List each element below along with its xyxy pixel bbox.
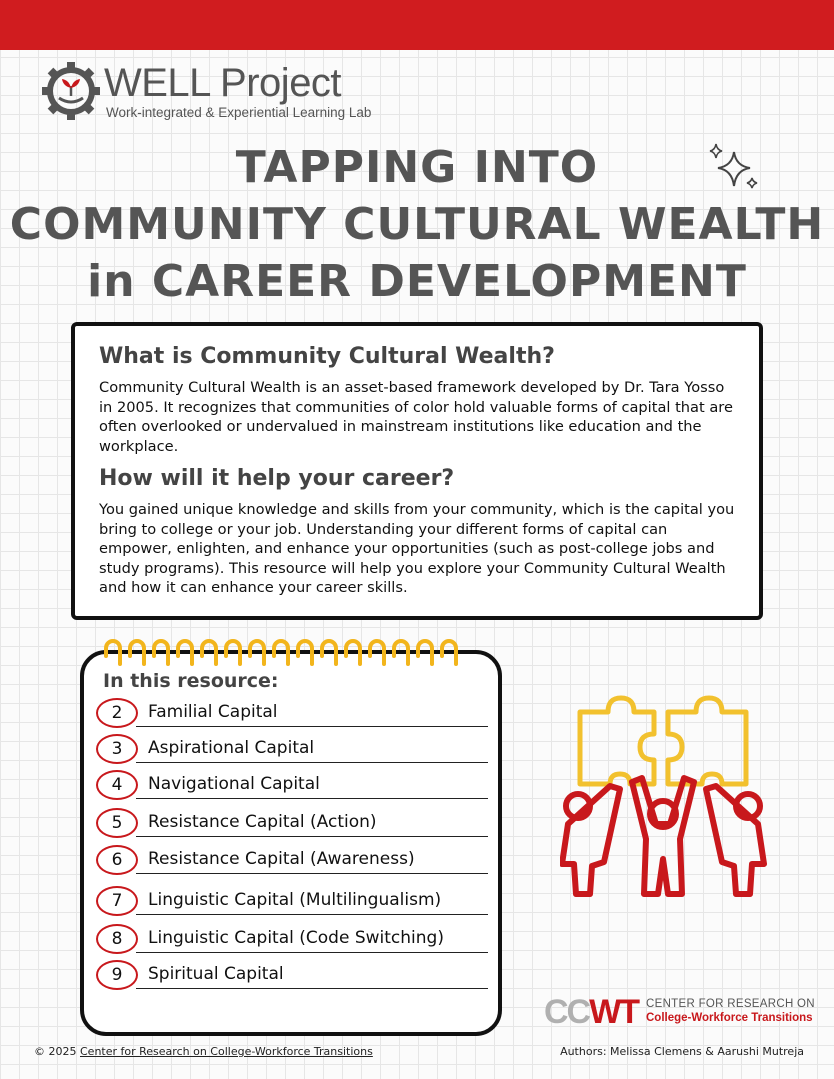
toc-underline [136, 914, 488, 915]
info-paragraph-what: Community Cultural Wealth is an asset-based framework developed by Dr. Tara Yosso in 2005. It recognizes that communities of color hold valuable forms of capital that are often overlooked or undervalued in mainstream institutions like education and the workplace. [99, 379, 733, 455]
brand-subtitle: Work-integrated & Experiential Learning Lab [106, 105, 372, 120]
info-heading-how: How will it help your career? [99, 466, 455, 491]
headline-line-1: TAPPING INTO [235, 142, 599, 193]
toc-page-number: 8 [96, 924, 138, 954]
toc-item [96, 808, 496, 840]
ccwt-mark-cc: CC [544, 993, 590, 1031]
toc-page-number: 5 [96, 808, 138, 838]
headline-line-2: COMMUNITY CULTURAL WEALTH [9, 199, 825, 250]
toc-label: Resistance Capital (Action) [148, 812, 377, 832]
toc-underline [136, 726, 488, 727]
toc-underline [136, 798, 488, 799]
ccwt-logo [544, 994, 814, 1034]
ccwt-line-2: College-Workforce Transitions [646, 1012, 813, 1024]
toc-label: Aspirational Capital [148, 738, 315, 758]
puzzle-teamwork-illustration [560, 694, 770, 904]
toc-label: Navigational Capital [148, 774, 320, 794]
info-paragraph-how: You gained unique knowledge and skills from your community, which is the capital you bring to college or your job. Understanding your different forms of capital can empower, enlighten, and enhance your opportunities (such as post-college jobs and study programs). This resource will help you explore your Community Cultural Wealth and how it can enhance your career skills. [99, 501, 735, 596]
toc-label: Linguistic Capital (Multilingualism) [148, 890, 442, 910]
toc-underline [136, 952, 488, 953]
toc-underline [136, 836, 488, 837]
ccwt-link[interactable]: Center for Research on College-Workforce Transitions [80, 1045, 373, 1058]
toc-label: Linguistic Capital (Code Switching) [148, 928, 444, 948]
info-box [71, 322, 763, 620]
toc-item [96, 886, 496, 918]
gear-icon [40, 60, 102, 122]
footer-copyright [34, 1045, 373, 1058]
toc-page-number: 6 [96, 845, 138, 875]
footer-authors: Authors: Melissa Clemens & Aarushi Mutreja [560, 1045, 804, 1058]
info-heading-what: What is Community Cultural Wealth? [99, 344, 555, 369]
toc-page-number: 9 [96, 960, 138, 990]
toc-label: Resistance Capital (Awareness) [148, 849, 415, 869]
toc-item [96, 845, 496, 877]
toc-page-number: 3 [96, 734, 138, 764]
toc-underline [136, 873, 488, 874]
copyright-text: © 2025 [34, 1045, 77, 1058]
toc-item [96, 770, 496, 802]
toc-page-number: 2 [96, 698, 138, 728]
resource-title: In this resource: [103, 670, 279, 692]
toc-item [96, 924, 496, 956]
sparkle-icon [706, 140, 762, 196]
headline-line-3 [0, 256, 834, 307]
toc-underline [136, 762, 488, 763]
toc-item [96, 960, 496, 992]
brand-title: WELL Project [104, 61, 342, 105]
toc-label: Spiritual Capital [148, 964, 284, 984]
ccwt-mark [544, 994, 638, 1030]
ccwt-mark-wt: WT [589, 993, 638, 1031]
headline-line-3-prefix: in [87, 256, 136, 307]
toc-label: Familial Capital [148, 702, 278, 722]
well-project-logo [40, 60, 380, 130]
ccwt-line-1: CENTER FOR RESEARCH ON [646, 998, 815, 1010]
toc-item [96, 734, 496, 766]
toc-item [96, 698, 496, 730]
toc-page-number: 7 [96, 886, 138, 916]
toc-underline [136, 988, 488, 989]
notebook-spiral-rings [104, 634, 474, 668]
toc-page-number: 4 [96, 770, 138, 800]
headline-line-3-rest: CAREER DEVELOPMENT [151, 256, 747, 307]
top-banner [0, 0, 834, 50]
